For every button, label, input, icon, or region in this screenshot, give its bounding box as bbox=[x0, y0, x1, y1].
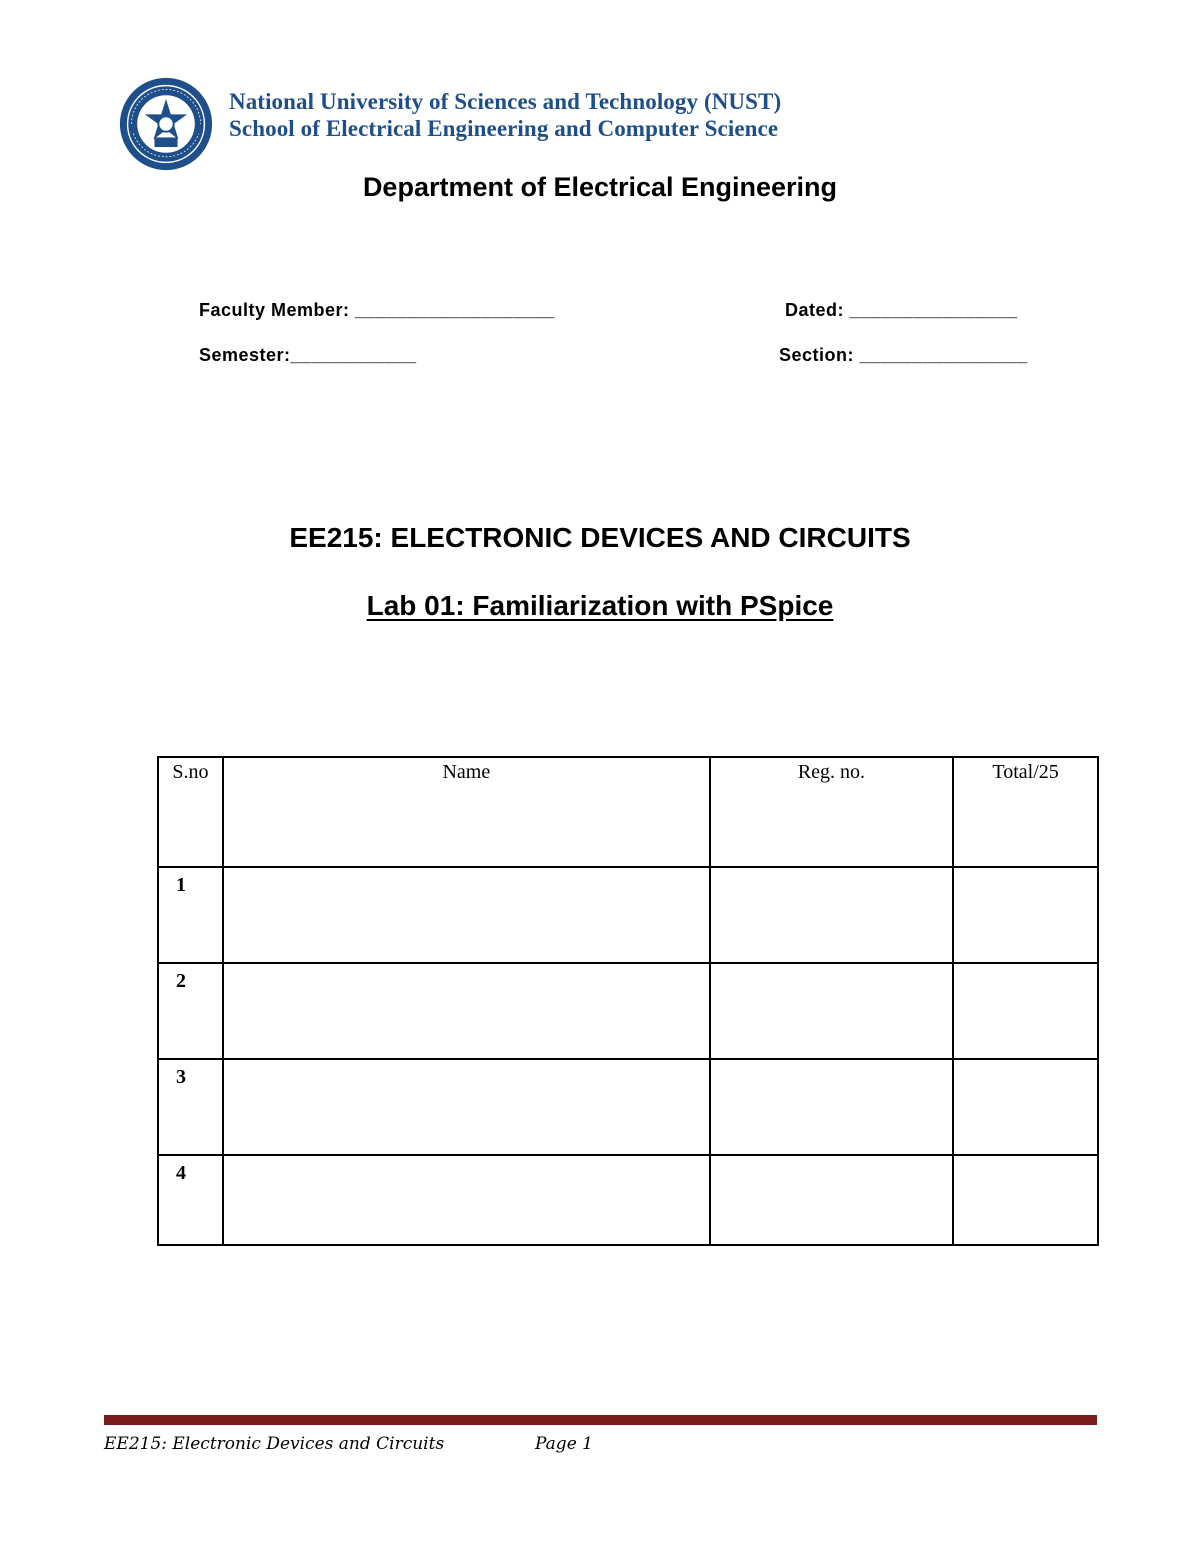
row-name-cell[interactable] bbox=[223, 1155, 710, 1245]
row-total-cell[interactable] bbox=[953, 963, 1098, 1059]
row-total-cell[interactable] bbox=[953, 1155, 1098, 1245]
table-row bbox=[158, 867, 1098, 963]
footer-divider-bar bbox=[104, 1415, 1097, 1425]
row-total-cell[interactable] bbox=[953, 867, 1098, 963]
header-name: Name bbox=[223, 757, 710, 867]
header-total: Total/25 bbox=[953, 757, 1098, 867]
course-title: EE215: ELECTRONIC DEVICES AND CIRCUITS bbox=[289, 522, 911, 553]
section-field: Section: ________________ bbox=[779, 345, 1028, 365]
row-sno: 3 bbox=[158, 1059, 223, 1155]
header-reg-no: Reg. no. bbox=[710, 757, 953, 867]
row-reg-cell[interactable] bbox=[710, 1155, 953, 1245]
row-sno: 2 bbox=[158, 963, 223, 1059]
header-sno: S.no bbox=[158, 757, 223, 867]
row-sno: 1 bbox=[158, 867, 223, 963]
university-name: National University of Sciences and Technology (NUST) bbox=[229, 89, 782, 114]
row-reg-cell[interactable] bbox=[710, 963, 953, 1059]
lab-title-container bbox=[0, 590, 1200, 622]
row-name-cell[interactable] bbox=[223, 1059, 710, 1155]
row-sno: 4 bbox=[158, 1155, 223, 1245]
semester-field: Semester:____________ bbox=[199, 345, 417, 365]
department-title: Department of Electrical Engineering bbox=[362, 172, 838, 202]
row-reg-cell[interactable] bbox=[710, 1059, 953, 1155]
table-row bbox=[158, 963, 1098, 1059]
faculty-member-field: Faculty Member: ___________________ bbox=[199, 300, 555, 320]
lab-title: Lab 01: Familiarization with PSpice bbox=[366, 590, 834, 621]
row-reg-cell[interactable] bbox=[710, 867, 953, 963]
nust-logo bbox=[118, 76, 214, 172]
row-name-cell[interactable] bbox=[223, 867, 710, 963]
dated-field: Dated: ________________ bbox=[785, 300, 1018, 320]
row-name-cell[interactable] bbox=[223, 963, 710, 1059]
footer-page-number: Page 1 bbox=[535, 1434, 593, 1454]
table-row bbox=[158, 1059, 1098, 1155]
table-header-row bbox=[158, 757, 1098, 867]
student-roster-table bbox=[157, 756, 1099, 1246]
row-total-cell[interactable] bbox=[953, 1059, 1098, 1155]
table-row bbox=[158, 1155, 1098, 1245]
footer-course-name: EE215: Electronic Devices and Circuits bbox=[104, 1434, 445, 1454]
school-name: School of Electrical Engineering and Computer Science bbox=[229, 116, 779, 141]
